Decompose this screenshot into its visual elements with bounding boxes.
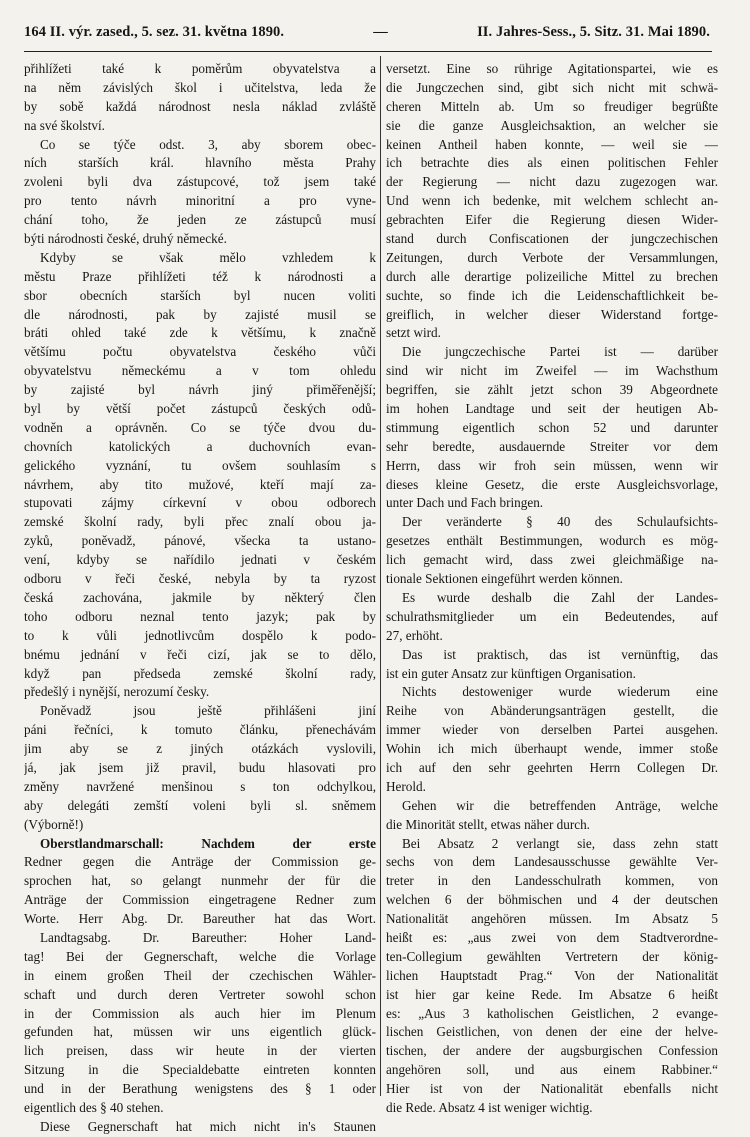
text-line: suchte, so finde ich die Leidenschaftlichkeit be- [386, 287, 718, 303]
text-line: stupovati zájmy církevní v obou odborech [24, 495, 376, 511]
text-line: sie die ganze Ausgleichsaktion, an welcher sie [386, 117, 718, 133]
text-line: Bei Absatz 2 verlangt sie, dass zehn statt [402, 835, 718, 851]
text-line: zemské školní rady, byli přec znalí obou ja- [24, 514, 376, 530]
text-line: angehören soll, und aus einem Rabbiner.“ [386, 1062, 718, 1078]
text-line: und in der Berathung wenigstens des § 1 oder [24, 1081, 376, 1097]
text-line: setzt wird. [386, 325, 441, 341]
text-line: chovních katolických a duchovních evan- [24, 438, 376, 454]
text-line: sehr beredte, ausdauernde Streiter vor dem [386, 438, 718, 454]
header-left: 164 II. výr. zased., 5. sez. 31. května 1890. [24, 24, 285, 40]
text-line: in der Commission als auch hier im Plenum [24, 1005, 376, 1021]
text-line: schaft und durch deren Vertreter sowohl schon [24, 986, 376, 1002]
text-line: gefunden hat, müssen wir uns eigentlich glück- [24, 1024, 376, 1040]
text-line: immer wieder von derselben Partei ausgehen. [386, 722, 718, 738]
text-line: sechs von dem Landesausschusse gewählte Ver- [386, 854, 718, 870]
text-line: býti národnosti české, druhý německé. [24, 231, 227, 247]
text-line: vodněn a oprávněn. Co se týče dvou du- [24, 419, 376, 435]
text-line: by zajisté byl návrh jiný přiměřenější; [24, 382, 376, 398]
page-header [24, 24, 710, 41]
text-line: Kdyby se však mělo vzhledem k [40, 249, 376, 265]
text-line: česká zachována, jakmile by některý člen [24, 589, 376, 605]
text-line: Hier ist von der Nationalität ebenfalls nicht [386, 1081, 718, 1097]
text-line: obyvatelstvu německému a v tom ohledu [24, 363, 376, 379]
text-line: Gehen wir die betreffenden Anträge, welche [402, 797, 718, 813]
text-line: já, jak jsem již pravil, budu hlasovati pro [24, 759, 376, 775]
text-line: toho odboru neznal tento jazyk; pak by [24, 608, 376, 624]
text-line: Reihe von Abänderungsanträgen gestellt, die [386, 703, 718, 719]
text-line: vení, kdyby se nařídilo jednati v českém [24, 552, 376, 568]
text-line: odboru v řeči české, nebyla by ta ryzost [24, 571, 376, 587]
text-line: durch alle derartige polizeiliche Mittel zu brechen [386, 268, 718, 284]
text-line: lich gemacht wird, dass zwei gleichmäßige na- [386, 552, 718, 568]
text-line: die Jungczechen sind, gibt sich nicht mit schwä- [386, 79, 718, 95]
text-line: eigentlich des § 40 stehen. [24, 1099, 164, 1115]
text-line: Und wenn ich bedenke, mit welchem schlecht an- [386, 193, 718, 209]
text-line: im hohen Landtage und seit der heutigen Ab- [386, 401, 718, 417]
text-line: chání toho, že jeden ze zástupců musí [24, 212, 376, 228]
text-line: Das ist praktisch, das ist vernünftig, das [402, 646, 718, 662]
text-line: ten-Collegium gewählten Vertretern der könig- [386, 948, 718, 964]
text-line: bráti ohled také zde k většímu, k značně [24, 325, 376, 341]
text-line: tionale Sektionen eingeführt werden können. [386, 571, 623, 587]
text-line: 27, erhöht. [386, 627, 443, 643]
text-line: městu Praze přihlížeti též k národnosti a [24, 268, 376, 284]
text-line: lischen Geistlichen, von denen der eine der helve- [386, 1024, 718, 1040]
text-line: Es wurde deshalb die Zahl der Landes- [402, 589, 718, 605]
text-line: dieses kleine Gesetz, die erste Ausgleichsvorlage, [386, 476, 718, 492]
text-line: změny navržené menšinou s ton odchylkou, [24, 778, 376, 794]
text-line: jim aby se z jiných otázkách vyslovili, [24, 741, 376, 757]
text-line: Redner gegen die Anträge der Commission ge- [24, 854, 376, 870]
text-line: gelického vyznání, tu ovšem souhlasím s [24, 457, 376, 473]
text-line: byl by větší počet zástupců českých odů- [24, 401, 376, 417]
text-line: návrhem, aby tito mužové, kteří mají za- [24, 476, 376, 492]
text-line: lich preisen, dass wir heute in der vierten [24, 1043, 376, 1059]
text-line: Diese Gegnerschaft hat mich nicht in's Staunen [40, 1118, 376, 1134]
text-line: Worte. Herr Abg. Dr. Bareuther hat das Wort. [24, 911, 376, 927]
text-line: na něm závislých škol i učitelstva, leda že [24, 79, 376, 95]
text-line: lichen Hauptstadt Prag.“ Von der Nationalität [386, 967, 718, 983]
text-line: Oberstlandmarschall: Nachdem der erste [40, 835, 376, 851]
column-divider [380, 56, 381, 1096]
text-line: versetzt. Eine so rührige Agitationspartei, wie es [386, 61, 718, 76]
right-column-german [386, 60, 718, 1118]
text-line: Poněvadž jsou ještě přihlášeni jiní [40, 703, 376, 719]
text-line: ních starších král. hlavního města Prahy [24, 155, 376, 171]
text-line: treter in den Landesschulrath kommen, von [386, 873, 718, 889]
text-line: Herrn, dass wir froh sein müssen, wenn wir [386, 457, 718, 473]
text-line: Landtagsabg. Dr. Bareuther: Hoher Land- [40, 929, 376, 945]
text-line: sind wir nicht im Zweifel — im Wachsthum [386, 363, 718, 379]
text-line: tag! Bei der Gegnerschaft, welche die Vorlage [24, 948, 376, 964]
text-line: begriffen, sie zählt jetzt schon 39 Abgeordnete [386, 382, 718, 398]
header-right: II. Jahres-Sess., 5. Sitz. 31. Mai 1890. [477, 24, 710, 40]
text-line: (Výborně!) [24, 816, 84, 832]
text-line: přihlížeti také k poměrům obyvatelstva a [24, 61, 376, 76]
text-line: sbor obecních starších byl nucen voliti [24, 287, 376, 303]
text-line: gesetzes enthält Bestimmungen, wodurch es mög- [386, 533, 718, 549]
text-line: heißt es: „aus zwei von dem Stadtverordne- [386, 929, 718, 945]
text-line: Co se týče odst. 3, aby sborem obec- [40, 136, 376, 152]
text-line: keinen Antheil haben konnte, — weil sie — [386, 136, 718, 152]
left-column-czech [24, 60, 376, 1137]
text-line: bnému jednání v řeči cizí, jak se to dělo, [24, 646, 376, 662]
text-line: die Rede. Absatz 4 ist weniger wichtig. [386, 1099, 593, 1115]
text-line: aby delegáti zemští voleni byli sl. sněmem [24, 797, 376, 813]
text-line: předešlý i nynější, nerozumí česky. [24, 684, 210, 700]
text-line: Zeitungen, durch Verbote der Versammlungen, [386, 249, 718, 265]
text-line: pro tento návrh minoritní a pro vyne- [24, 193, 376, 209]
text-line: unter Dach und Fach bringen. [386, 495, 544, 511]
text-line: by sobě každá národnost nesla náklad zvláště [24, 98, 376, 114]
text-line: na své školství. [24, 117, 105, 133]
text-line: většímu počtu obyvatelstva českého vůči [24, 344, 376, 360]
text-line: Nationalität angehören müssen. Im Absatz 5 [386, 911, 718, 927]
text-line: gebrachten Eifer die Regierung diesen Wider- [386, 212, 718, 228]
text-line: welchen 6 der böhmischen und 4 der deutschen [386, 892, 718, 908]
text-line: Nichts destoweniger wurde wiederum eine [402, 684, 718, 700]
text-line: zvoleni byli dva zástupcové, tož jsem také [24, 174, 376, 190]
text-line: páni řečníci, k tomuto článku, přenechávám [24, 722, 376, 738]
text-line: Die jungczechische Partei ist — darüber [402, 344, 718, 360]
text-line: sprochen hat, so gelangt nunmehr der für die [24, 873, 376, 889]
header-dash: — [373, 24, 388, 40]
text-line: der Regierung — nicht dazu zugezogen war. [386, 174, 718, 190]
text-line: Sitzung in die Specialdebatte eintreten konnten [24, 1062, 376, 1078]
text-line: cheren Mitteln ab. Um so freudiger begrüßte [386, 98, 718, 114]
text-line: in einem großen Theil der czechischen Wähler- [24, 967, 376, 983]
text-line: die Minorität stellt, etwas näher durch. [386, 816, 590, 832]
text-line: Anträge der Commission eingetragene Redner zum [24, 892, 376, 908]
text-line: Der veränderte § 40 des Schulaufsichts- [402, 514, 718, 530]
text-line: ich auf den sehr geehrten Herrn Collegen Dr. [386, 759, 718, 775]
header-rule [24, 51, 712, 52]
text-line: stimmung eigentlich schon 52 und darunter [386, 419, 718, 435]
text-line: Wohin ich mich überhaupt wende, immer stoße [386, 741, 718, 757]
text-line: Herold. [386, 778, 426, 794]
text-line: es: „Aus 3 katholischen Geistlichen, 2 evange- [386, 1005, 718, 1021]
text-line: tischen, der andere der augsburgischen Confession [386, 1043, 718, 1059]
text-line: ist ein guter Ansatz zur künftigen Organisation. [386, 665, 636, 681]
text-line: ist hier gar keine Rede. Im Absatze 6 heißt [386, 986, 718, 1002]
text-line: schulrathsmitglieder um ein Bedeutendes, auf [386, 608, 718, 624]
text-line: stand durch Confiscationen der jungczechischen [386, 231, 718, 247]
text-line: když pan předseda zemské školní rady, [24, 665, 376, 681]
text-line: zyků, poněvadž, pánové, všecka ta ustano- [24, 533, 376, 549]
text-line: greiflich, in welcher dieser Widerstand fortge- [386, 306, 718, 322]
text-line: dle národnosti, pak by zajisté musil se [24, 306, 376, 322]
text-line: to k vůli jednotlivcům dospělo k podo- [24, 627, 376, 643]
text-line: ich betrachte dies als einen politischen Fehler [386, 155, 718, 171]
